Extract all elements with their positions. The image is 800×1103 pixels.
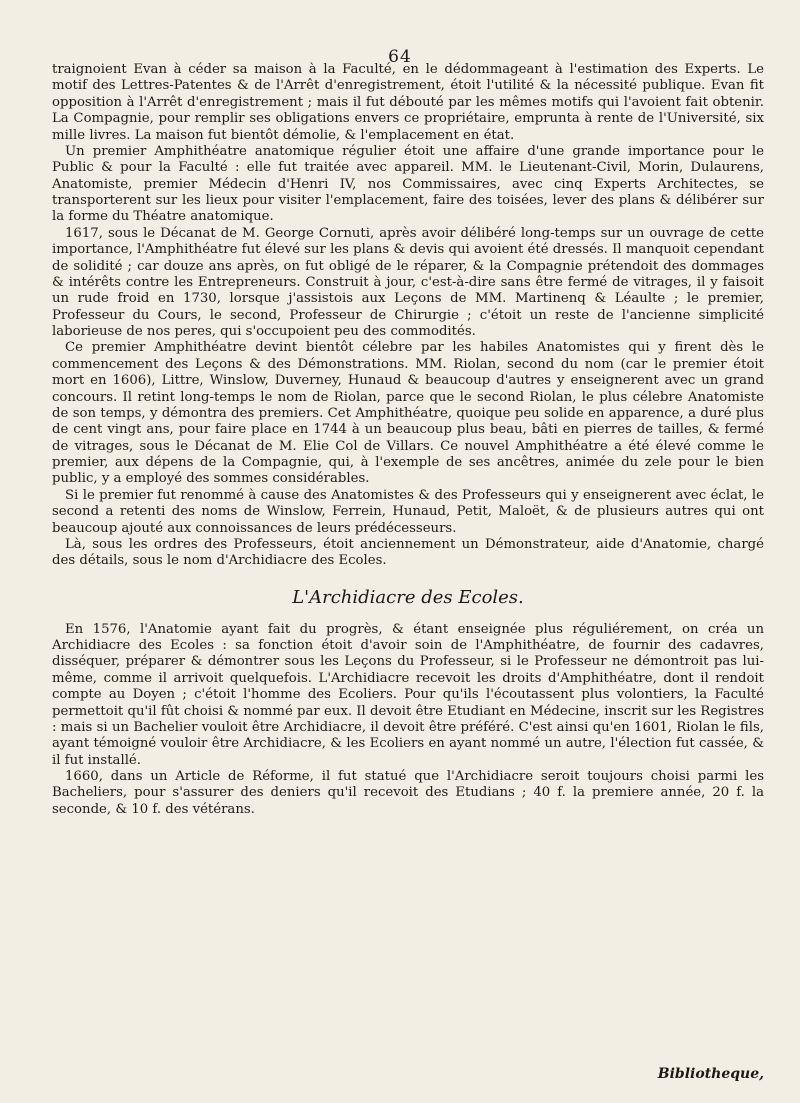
paragraph: traignoient Evan à céder sa maison à la Faculté, en le dédommageant à l'estimation des Experts. Le motif des Lettres-Patentes & de l'Arrêt d'enregistrement, étoit l'utilité & la nécessité publique. Evan fit opposition à l'Arrêt d'enregistrement ; mais il fut débouté par les mêmes motifs qui l'avoient fait obtenir. La Compagnie, pour remplir ses obligations envers ce propriétaire, emprunta à rente de l'Université, six mille livres. La maison fut bientôt démolie, & l'emplacement en état. <box>52 62 764 143</box>
body-text <box>52 62 764 818</box>
paragraph: 1617, sous le Décanat de M. George Cornuti, après avoir délibéré long-temps sur un ouvrage de cette importance, l'Amphithéatre fut élevé sur les plans & devis qui avoient été dressés. Il manquoit cependant de solidité ; car douze ans après, on fut obligé de le réparer, & la Compagnie prétendoit des dommages & intérêts contre les Entrepreneurs. Construit à jour, c'est-à-dire sans être fermé de vitrages, il y faisoit un rude froid en 1730, lorsque j'assistois aux Leçons de MM. Martinenq & Léaulte ; le premier, Professeur du Cours, le second, Professeur de Chirurgie ; c'étoit un reste de l'ancienne simplicité laborieuse de nos peres, qui s'occupoient peu des commodités. <box>52 225 764 339</box>
paragraph: Là, sous les ordres des Professeurs, étoit anciennement un Démonstrateur, aide d'Anatomie, chargé des détails, sous le nom d'Archidiacre des Ecoles. <box>52 536 764 569</box>
page-number: 64 <box>388 47 412 67</box>
paragraph: En 1576, l'Anatomie ayant fait du progrès, & étant enseignée plus réguliérement, on créa un Archidiacre des Ecoles : sa fonction étoit d'avoir soin de l'Amphithéatre, de fournir des cadavres, disséquer, préparer & démontrer sous les Leçons du Professeur, si le Professeur ne démontroit pas lui-même, comme il arrivoit quelquefois. L'Archidiacre recevoit les droits d'Amphithéatre, dont il rendoit compte au Doyen ; c'étoit l'homme des Ecoliers. Pour qu'ils l'écoutassent plus volontiers, la Faculté permettoit qu'il fût choisi & nommé par eux. Il devoit être Etudiant en Médecine, inscrit sur les Registres : mais si un Bachelier vouloit être Archidiacre, il devoit être préféré. C'est ainsi qu'en 1601, Riolan le fils, ayant témoigné vouloir être Archidiacre, & les Ecoliers en ayant nommé un autre, l'élection fut cassée, & il fut installé. <box>52 621 764 768</box>
catchword: Bibliotheque, <box>657 1066 764 1082</box>
paragraph: Un premier Amphithéatre anatomique régulier étoit une affaire d'une grande importance pour le Public & pour la Faculté : elle fut traitée avec appareil. MM. le Lieutenant-Civil, Morin, Dulaurens, Anatomiste, premier Médecin d'Henri IV, nos Commissaires, avec cinq Experts Architectes, se transporterent sur les lieux pour visiter l'emplacement, faire des toisées, lever des plans & délibérer sur la forme du Théatre anatomique. <box>52 143 764 225</box>
paragraph: Ce premier Amphithéatre devint bientôt célebre par les habiles Anatomistes qui y firent dès le commencement des Leçons & des Démonstrations. MM. Riolan, second du nom (car le premier étoit mort en 1606), Littre, Winslow, Duverney, Hunaud & beaucoup d'autres y enseignerent avec un grand concours. Il retint long-temps le nom de Riolan, parce que le second Riolan, le plus célebre Anatomiste de son temps, y démontra des premiers. Cet Amphithéatre, quoique peu solide en apparence, a duré plus de cent vingt ans, pour faire place en 1744 à un beaucoup plus beau, bâti en pierres de tailles, & fermé de vitrages, sous le Décanat de M. Elie Col de Villars. Ce nouvel Amphithéatre a été élevé comme le premier, aux dépens de la Compagnie, qui, à l'exemple de ses ancêtres, animée du zele pour le bien public, y a employé des sommes considérables. <box>52 340 764 487</box>
section-heading: L'Archidiacre des Ecoles. <box>292 586 524 608</box>
paragraph: 1660, dans un Article de Réforme, il fut statué que l'Archidiacre seroit toujours choisi parmi les Bacheliers, pour s'assurer des deniers qu'il recevoit des Etudians ; 40 f. la premiere année, 20 f. la seconde, & 10 f. des vétérans. <box>52 769 764 817</box>
paragraph: Si le premier fut renommé à cause des Anatomistes & des Professeurs qui y enseignerent avec éclat, le second a retenti des noms de Winslow, Ferrein, Hunaud, Petit, Maloët, & de plusieurs autres qui ont beaucoup ajouté aux connoissances de leurs prédécesseurs. <box>52 487 764 536</box>
